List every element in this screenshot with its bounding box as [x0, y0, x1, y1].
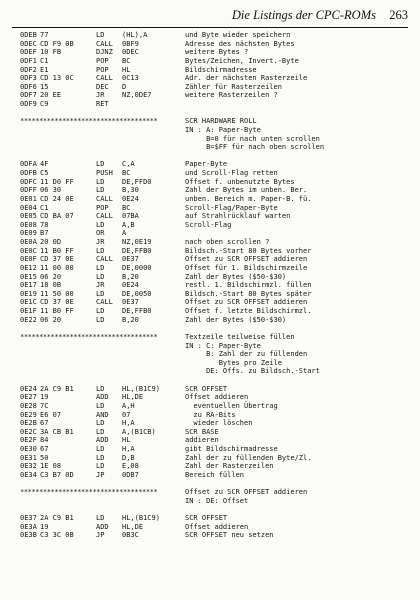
- instruction-line: [20, 255, 412, 264]
- operand: 0B3C: [122, 531, 139, 540]
- address: 0E32: [20, 462, 37, 471]
- instruction-line: [20, 307, 412, 316]
- blank-line: [20, 324, 412, 333]
- instruction-line: [20, 273, 412, 282]
- instruction-line: [20, 31, 412, 40]
- operand: 0BF9: [122, 39, 139, 48]
- hex-bytes: 7C: [40, 401, 49, 410]
- hex-bytes: 10 FB: [40, 48, 62, 57]
- instruction-line: [20, 74, 412, 83]
- address: 0E0F: [20, 255, 37, 264]
- address: 0E01: [20, 194, 37, 203]
- comment: Zähler für Rasterzeilen: [185, 82, 282, 91]
- comment: nach oben scrollen ?: [185, 238, 270, 246]
- page-title: Die Listings der CPC-ROMs: [231, 8, 376, 22]
- operand: BC: [122, 203, 131, 212]
- operand: B,30: [122, 186, 139, 195]
- comment: Scroll-Flag: [185, 220, 232, 229]
- instruction-line: [20, 445, 412, 454]
- mnemonic: LD: [96, 289, 105, 298]
- comment: Zahl der Bytes ($50-$30): [185, 315, 287, 324]
- comment: Bildsch.-Start 80 Bytes vorher: [185, 246, 312, 255]
- instruction-line: [20, 436, 412, 445]
- mnemonic: OR: [96, 229, 105, 238]
- comment: Offset für 1. Bildschirmzeile: [185, 263, 308, 272]
- mnemonic: CALL: [96, 298, 113, 307]
- instruction-line: [20, 100, 412, 109]
- mnemonic: CALL: [96, 39, 113, 48]
- hex-bytes: C5: [40, 169, 49, 177]
- instruction-line: [20, 523, 412, 532]
- mnemonic: LD: [96, 315, 105, 324]
- mnemonic: JP: [96, 531, 105, 540]
- comment: Offset f. letzte Bildschirmzl.: [185, 307, 312, 315]
- section-header-line: [20, 488, 412, 497]
- instruction-line: [20, 221, 412, 230]
- address: 0E0A: [20, 238, 37, 246]
- mnemonic: LD: [96, 246, 105, 255]
- hex-bytes: 20 EE: [40, 91, 62, 100]
- address: 0E1F: [20, 307, 37, 315]
- mnemonic: LD: [96, 263, 105, 272]
- operand: B,20: [122, 272, 139, 281]
- address: 0DF2: [20, 65, 37, 74]
- comment: SCR BASE: [185, 427, 219, 436]
- address: 0E05: [20, 212, 37, 221]
- mnemonic: LD: [96, 272, 105, 281]
- instruction-line: [20, 462, 412, 471]
- address: 0E3A: [20, 522, 37, 531]
- address: 0E2B: [20, 419, 37, 428]
- comment: restl. 1. Bildschirmzl. füllen: [185, 281, 312, 290]
- hex-bytes: 11 00 00: [40, 263, 74, 272]
- address: 0DF1: [20, 56, 37, 65]
- hex-bytes: 11 B0 FF: [40, 307, 74, 315]
- comment: IN : C: Paper-Byte: [185, 341, 261, 350]
- mnemonic: JR: [96, 91, 105, 100]
- comment: B: Zahl der zu füllenden: [185, 350, 308, 359]
- address: 0DEC: [20, 39, 37, 48]
- comment: zu RA-Bits: [185, 410, 236, 419]
- instruction-line: [20, 212, 412, 221]
- mnemonic: LD: [96, 160, 105, 169]
- mnemonic: DEC: [96, 82, 109, 91]
- comment-line: [20, 342, 412, 351]
- address: 0DF7: [20, 91, 37, 100]
- instruction-line: [20, 178, 412, 187]
- comment: und Byte wieder speichern: [185, 31, 291, 39]
- comment: addieren: [185, 436, 219, 445]
- hex-bytes: 67: [40, 445, 49, 453]
- comment: IN : A: Paper-Byte: [185, 125, 261, 134]
- instruction-line: [20, 514, 412, 523]
- instruction-line: [20, 393, 412, 402]
- instruction-line: [20, 264, 412, 273]
- instruction-line: [20, 83, 412, 92]
- page-number: 263: [389, 8, 408, 22]
- operand: HL,DE: [122, 522, 144, 531]
- mnemonic: CALL: [96, 255, 113, 264]
- instruction-line: [20, 402, 412, 411]
- hex-bytes: C3 3C 0B: [40, 531, 74, 540]
- operand: 0C13: [122, 74, 139, 83]
- comment: Bytes pro Zeile: [185, 358, 282, 367]
- instruction-line: [20, 411, 412, 420]
- blank-line: [20, 376, 412, 385]
- instruction-line: [20, 66, 412, 75]
- section-title: SCR HARDWARE ROLL: [185, 117, 257, 126]
- comment: Offset addieren: [185, 522, 249, 531]
- comment: Adr. der nächsten Rasterzeile: [185, 74, 308, 83]
- hex-bytes: 06 20: [40, 315, 62, 324]
- instruction-line: [20, 281, 412, 290]
- hex-bytes: 19: [40, 522, 49, 531]
- instruction-line: [20, 186, 412, 195]
- comment: gibt Bildschirmadresse: [185, 445, 278, 453]
- operand: H,A: [122, 419, 135, 428]
- comment-line: [20, 359, 412, 368]
- comment: Paper-Byte: [185, 160, 228, 169]
- operand: HL,DE: [122, 393, 144, 402]
- blank-line: [20, 109, 412, 118]
- operand: BC: [122, 169, 131, 177]
- mnemonic: CALL: [96, 194, 113, 203]
- instruction-line: [20, 169, 412, 178]
- hex-bytes: C3 B7 0D: [40, 470, 74, 479]
- hex-bytes: 06 30: [40, 186, 62, 195]
- mnemonic: DJNZ: [96, 48, 113, 57]
- comment: Adresse des nächsten Bytes: [185, 39, 295, 48]
- comment-line: [20, 367, 412, 376]
- assembly-listing: [20, 31, 412, 540]
- operand: HL,(B1C9): [122, 514, 160, 522]
- hex-bytes: E6 07: [40, 410, 62, 419]
- address: 0DEF: [20, 48, 37, 57]
- hex-bytes: 19: [40, 393, 49, 402]
- hex-bytes: B7: [40, 229, 49, 238]
- operand: NZ,0E19: [122, 238, 152, 246]
- address: 0DF3: [20, 74, 37, 83]
- address: 0E08: [20, 220, 37, 229]
- address: 0DFA: [20, 160, 37, 169]
- hex-bytes: C1: [40, 203, 49, 212]
- hex-bytes: 20 0D: [40, 238, 62, 246]
- comment: wieder löschen: [185, 419, 253, 428]
- hex-bytes: 77: [40, 31, 49, 39]
- mnemonic: LD: [96, 307, 105, 315]
- mnemonic: LD: [96, 445, 105, 453]
- comment: Bildschirmadresse: [185, 65, 257, 74]
- instruction-line: [20, 298, 412, 307]
- comment: Bytes/Zeichen, Invert.-Byte: [185, 56, 299, 65]
- instruction-line: [20, 419, 412, 428]
- comment: weitere Bytes ?: [185, 48, 249, 57]
- address: 0DFB: [20, 169, 37, 177]
- operand: D,B: [122, 453, 135, 462]
- address: 0DEB: [20, 31, 37, 39]
- comment: Zahl der Bytes ($50-$30): [185, 272, 287, 281]
- instruction-line: [20, 454, 412, 463]
- mnemonic: LD: [96, 401, 105, 410]
- instruction-line: [20, 91, 412, 100]
- hex-bytes: 3A CB B1: [40, 427, 74, 436]
- operand: B,20: [122, 315, 139, 324]
- operand: 07: [122, 410, 131, 419]
- operand: HL: [122, 65, 131, 74]
- instruction-line: [20, 195, 412, 204]
- address: 0E31: [20, 453, 37, 462]
- mnemonic: LD: [96, 384, 105, 393]
- instruction-line: [20, 385, 412, 394]
- hex-bytes: CD 13 0C: [40, 74, 74, 83]
- comment-line: [20, 126, 412, 135]
- address: 0DFF: [20, 186, 37, 195]
- comment: Bildsch.-Start 80 Bytes später: [185, 289, 312, 298]
- mnemonic: PUSH: [96, 169, 113, 177]
- instruction-line: [20, 40, 412, 49]
- hex-bytes: 06 20: [40, 272, 62, 281]
- address: 0E09: [20, 229, 37, 238]
- instruction-line: [20, 247, 412, 256]
- address: 0E22: [20, 315, 37, 324]
- mnemonic: LD: [96, 462, 105, 471]
- address: 0E34: [20, 470, 37, 479]
- address: 0E27: [20, 393, 37, 402]
- asterisk-separator: ************************************: [20, 332, 158, 341]
- comment: auf Strahlrücklauf warten: [185, 212, 291, 221]
- operand: A,B: [122, 220, 135, 229]
- comment-line: [20, 350, 412, 359]
- hex-bytes: 11 D0 FF: [40, 177, 74, 186]
- comment: IN : DE: Offset: [185, 496, 249, 505]
- hex-bytes: C1: [40, 56, 49, 65]
- address: 0E30: [20, 445, 37, 453]
- mnemonic: LD: [96, 220, 105, 229]
- mnemonic: JR: [96, 281, 105, 290]
- mnemonic: JR: [96, 238, 105, 246]
- hex-bytes: 1E 08: [40, 462, 62, 471]
- operand: DE,FFB0: [122, 246, 152, 255]
- asterisk-separator: ************************************: [20, 117, 158, 126]
- operand: 0DEC: [122, 48, 139, 57]
- hex-bytes: 11 B0 FF: [40, 246, 74, 255]
- operand: A,(B1CB): [122, 427, 156, 436]
- instruction-line: [20, 204, 412, 213]
- mnemonic: POP: [96, 56, 109, 65]
- operand: 0E24: [122, 281, 139, 290]
- address: 0E2C: [20, 427, 37, 436]
- comment: weitere Rasterzeilen ?: [185, 91, 278, 100]
- instruction-line: [20, 428, 412, 437]
- comment: Offset zu SCR OFFSET addieren: [185, 298, 308, 307]
- comment: Offset addieren: [185, 393, 249, 402]
- mnemonic: POP: [96, 203, 109, 212]
- operand: DE,FFD0: [122, 177, 152, 186]
- operand: 0E37: [122, 298, 139, 307]
- mnemonic: RET: [96, 100, 109, 108]
- operand: DE,FFB0: [122, 307, 152, 315]
- comment-line: [20, 143, 412, 152]
- blank-line: [20, 480, 412, 489]
- operand: D: [122, 82, 127, 91]
- hex-bytes: CD 24 0E: [40, 194, 74, 203]
- hex-bytes: 84: [40, 436, 49, 445]
- address: 0E3B: [20, 531, 37, 540]
- hex-bytes: 15: [40, 82, 49, 91]
- mnemonic: ADD: [96, 522, 109, 531]
- page-header: [0, 0, 420, 28]
- comment: SCR OFFSET: [185, 384, 228, 393]
- comment: Zahl der Bytes im unben. Ber.: [185, 186, 308, 195]
- hex-bytes: C9: [40, 100, 49, 108]
- operand: DE,0000: [122, 263, 152, 272]
- address: 0E24: [20, 384, 37, 393]
- comment: DE: Offs. zu Bildsch.-Start: [185, 367, 320, 376]
- address: 0E17: [20, 281, 37, 290]
- comment: unben. Bereich m. Paper-B. fü.: [185, 194, 312, 203]
- operand: 0E24: [122, 194, 139, 203]
- comment: B=$FF für nach oben scrollen: [185, 143, 325, 152]
- mnemonic: ADD: [96, 436, 109, 445]
- instruction-line: [20, 229, 412, 238]
- comment-line: [20, 497, 412, 506]
- address: 0DF9: [20, 100, 37, 108]
- hex-bytes: CD F9 0B: [40, 39, 74, 48]
- mnemonic: CALL: [96, 212, 113, 221]
- operand: E,08: [122, 462, 139, 471]
- section-header-line: [20, 333, 412, 342]
- mnemonic: LD: [96, 453, 105, 462]
- mnemonic: LD: [96, 419, 105, 428]
- instruction-line: [20, 290, 412, 299]
- address: 0E19: [20, 289, 37, 298]
- hex-bytes: CD 37 0E: [40, 255, 74, 264]
- blank-line: [20, 505, 412, 514]
- section-title: Textzeile teilweise füllen: [185, 332, 295, 341]
- mnemonic: LD: [96, 427, 105, 436]
- instruction-line: [20, 48, 412, 57]
- hex-bytes: 4F: [40, 160, 49, 169]
- mnemonic: LD: [96, 177, 105, 186]
- hex-bytes: E1: [40, 65, 49, 74]
- address: 0E1C: [20, 298, 37, 307]
- comment: Bereich füllen: [185, 470, 245, 479]
- hex-bytes: 67: [40, 419, 49, 428]
- header-rule: [12, 27, 408, 28]
- hex-bytes: 2A C9 B1: [40, 384, 74, 393]
- mnemonic: LD: [96, 514, 105, 522]
- hex-bytes: 11 50 00: [40, 289, 74, 298]
- mnemonic: JP: [96, 470, 105, 479]
- comment: SCR OFFSET: [185, 514, 228, 522]
- hex-bytes: 18 0B: [40, 281, 62, 290]
- operand: A,H: [122, 401, 135, 410]
- comment: SCR OFFSET neu setzen: [185, 531, 274, 540]
- operand: 0E37: [122, 255, 139, 264]
- address: 0E29: [20, 410, 37, 419]
- operand: DE,0050: [122, 289, 152, 298]
- operand: A: [122, 229, 127, 238]
- operand: BC: [122, 56, 131, 65]
- comment: B=0 für nach unten scrollen: [185, 134, 320, 143]
- instruction-line: [20, 57, 412, 66]
- section-header-line: [20, 117, 412, 126]
- hex-bytes: CD 37 0E: [40, 298, 74, 307]
- operand: C,A: [122, 160, 135, 169]
- instruction-line: [20, 531, 412, 540]
- mnemonic: LD: [96, 31, 105, 39]
- address: 0E28: [20, 401, 37, 410]
- asterisk-separator: ************************************: [20, 488, 158, 497]
- hex-bytes: CD BA 07: [40, 212, 74, 221]
- instruction-line: [20, 316, 412, 325]
- hex-bytes: 78: [40, 220, 49, 229]
- comment: eventuellen Übertrag: [185, 401, 278, 410]
- mnemonic: CALL: [96, 74, 113, 83]
- instruction-line: [20, 471, 412, 480]
- address: 0E37: [20, 514, 37, 522]
- hex-bytes: 50: [40, 453, 49, 462]
- blank-line: [20, 152, 412, 161]
- comment: Offset f. unbenutzte Bytes: [185, 177, 295, 186]
- comment: Scroll-Flag/Paper-Byte: [185, 203, 278, 212]
- operand: HL,(B1C9): [122, 384, 160, 393]
- operand: HL: [122, 436, 131, 445]
- comment: Offset zu SCR OFFSET addieren: [185, 255, 308, 264]
- section-title: Offset zu SCR OFFSET addieren: [185, 488, 308, 497]
- operand: H,A: [122, 445, 135, 453]
- address: 0E0C: [20, 246, 37, 255]
- address: 0E04: [20, 203, 37, 212]
- comment-line: [20, 135, 412, 144]
- operand: 07BA: [122, 212, 139, 221]
- comment: Zahl der zu füllenden Byte/Zl.: [185, 453, 312, 462]
- mnemonic: AND: [96, 410, 109, 419]
- hex-bytes: 2A C9 B1: [40, 514, 74, 522]
- instruction-line: [20, 160, 412, 169]
- address: 0E2F: [20, 436, 37, 445]
- mnemonic: POP: [96, 65, 109, 74]
- mnemonic: ADD: [96, 393, 109, 402]
- operand: 0DB7: [122, 470, 139, 479]
- address: 0DFC: [20, 177, 37, 186]
- address: 0DF6: [20, 82, 37, 91]
- operand: (HL),A: [122, 31, 148, 39]
- operand: NZ,0DE7: [122, 91, 152, 100]
- comment: und Scroll-Flag retten: [185, 169, 278, 177]
- mnemonic: LD: [96, 186, 105, 195]
- address: 0E12: [20, 263, 37, 272]
- comment: Zahl der Rasterzeilen: [185, 462, 274, 471]
- address: 0E15: [20, 272, 37, 281]
- instruction-line: [20, 238, 412, 247]
